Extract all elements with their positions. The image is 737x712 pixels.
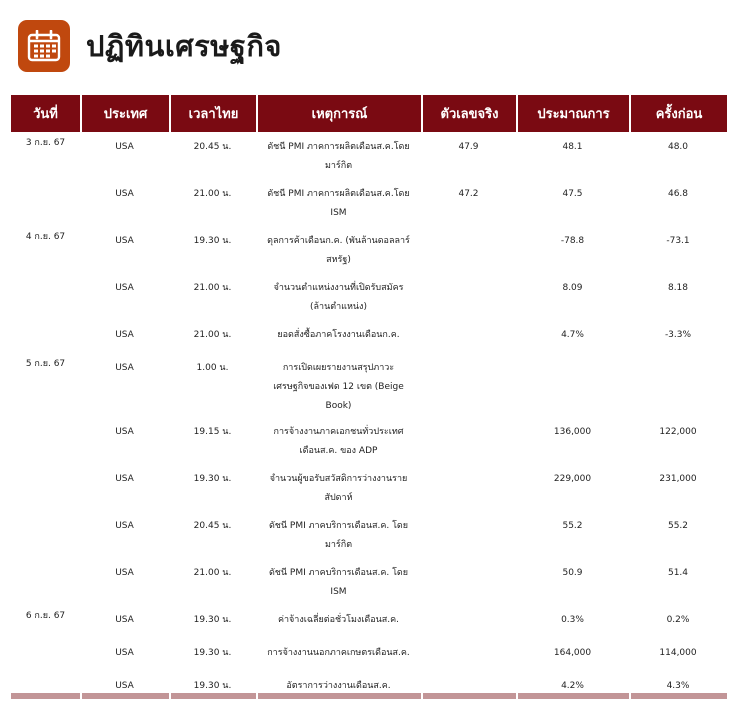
table-cell-event: การเปิดเผยรายงานสรุปภาวะ เศรษฐกิจของเฟด 12 เขต (Beige Book)	[273, 363, 404, 411]
table-cell-country: USA	[115, 474, 134, 484]
table-cell-forecast: 48.1	[562, 142, 583, 152]
table-cell-previous: 114,000	[659, 648, 697, 658]
table-footer-bar	[82, 693, 169, 699]
table-cell-event: ยอดสั่งซื้อภาคโรงงานเดือนก.ค.	[277, 330, 400, 340]
column-header-previous: ครั้งก่อน	[629, 95, 727, 132]
table-cell-previous: 4.3%	[666, 681, 690, 691]
column-header-date: วันที่	[11, 95, 80, 132]
page-header	[18, 16, 282, 76]
table-cell-actual	[421, 417, 516, 464]
table-cell-forecast: 47.5	[562, 189, 583, 199]
table-row	[11, 179, 727, 226]
table-cell-country: USA	[115, 330, 134, 340]
table-cell-previous: 51.4	[667, 568, 689, 578]
table-cell-actual: 47.9	[458, 142, 479, 152]
table-cell-previous	[629, 353, 727, 417]
table-cell-time: 21.00 น.	[193, 568, 232, 578]
table-cell-time: 21.00 น.	[193, 330, 232, 340]
table-cell-time: 19.30 น.	[193, 681, 232, 691]
table-cell-event: ดุลการค้าเดือนก.ค. (พันล้านดอลลาร์ สหรัฐ)	[267, 236, 410, 265]
table-row	[11, 464, 727, 511]
table-cell-date	[11, 558, 80, 605]
table-cell-country: USA	[115, 283, 134, 293]
table-cell-date	[11, 638, 80, 671]
table-cell-time: 21.00 น.	[193, 189, 232, 199]
table-cell-country: USA	[115, 615, 134, 625]
table-cell-forecast: 0.3%	[561, 615, 584, 625]
table-cell-country: USA	[115, 142, 134, 152]
table-footer-bar	[11, 693, 80, 699]
table-cell-event: ดัชนี PMI ภาคบริการเดือนส.ค. โดย มาร์กิต	[268, 521, 409, 550]
table-cell-forecast: 8.09	[562, 283, 583, 293]
table-row	[11, 511, 727, 558]
table-cell-date	[11, 273, 80, 320]
table-cell-previous: 48.0	[667, 142, 689, 152]
table-cell-date: 6 ก.ย. 67	[25, 611, 66, 621]
table-cell-previous: 46.8	[667, 189, 689, 199]
table-cell-time: 19.30 น.	[193, 615, 232, 625]
table-cell-time: 19.30 น.	[193, 648, 232, 658]
table-cell-event: การจ้างงานภาคเอกชนทั่วประเทศ เดือนส.ค. ของ ADP	[273, 427, 404, 456]
table-cell-event: ดัชนี PMI ภาคบริการเดือนส.ค. โดย ISM	[268, 568, 409, 597]
table-cell-country: USA	[115, 521, 134, 531]
table-cell-time: 19.30 น.	[193, 236, 232, 246]
table-cell-previous: -3.3%	[664, 330, 692, 340]
page-title: ปฏิทินเศรษฐกิจ	[86, 29, 282, 63]
table-cell-time: 19.15 น.	[193, 427, 232, 437]
table-row	[11, 417, 727, 464]
table-cell-time: 20.45 น.	[193, 142, 232, 152]
table-cell-actual	[421, 320, 516, 353]
column-header-actual: ตัวเลขจริง	[421, 95, 516, 132]
table-cell-forecast: 4.7%	[561, 330, 584, 340]
table-cell-date	[11, 464, 80, 511]
table-cell-event: ดัชนี PMI ภาคการผลิตเดือนส.ค.โดย ISM	[267, 189, 410, 218]
table-cell-forecast: 55.2	[562, 521, 583, 531]
table-cell-previous: 231,000	[659, 474, 697, 484]
table-cell-time: 20.45 น.	[193, 521, 232, 531]
economic-calendar-table	[11, 95, 727, 704]
table-row	[11, 558, 727, 605]
table-cell-time: 1.00 น.	[196, 363, 229, 373]
table-cell-previous: 122,000	[659, 427, 697, 437]
table-row	[11, 638, 727, 671]
table-cell-time: 19.30 น.	[193, 474, 232, 484]
table-cell-time: 21.00 น.	[193, 283, 232, 293]
table-cell-previous: -73.1	[666, 236, 690, 246]
table-footer-bar	[171, 693, 256, 699]
table-cell-country: USA	[115, 363, 134, 373]
column-header-time: เวลาไทย	[169, 95, 256, 132]
table-cell-country: USA	[115, 681, 134, 691]
table-cell-event: จำนวนตำแหน่งงานที่เปิดรับสมัคร (ล้านตำแหน่ง)	[273, 283, 404, 312]
table-cell-date: 3 ก.ย. 67	[25, 138, 66, 148]
table-cell-country: USA	[115, 236, 134, 246]
table-cell-forecast: 136,000	[553, 427, 592, 437]
table-cell-event: การจ้างงานนอกภาคเกษตรเดือนส.ค.	[267, 648, 410, 658]
table-cell-date: 5 ก.ย. 67	[25, 359, 66, 369]
table-row	[11, 273, 727, 320]
table-cell-date	[11, 671, 80, 704]
table-cell-previous: 8.18	[667, 283, 689, 293]
table-row	[11, 132, 727, 179]
table-row	[11, 226, 727, 273]
table-cell-actual	[421, 638, 516, 671]
table-cell-country: USA	[115, 568, 134, 578]
table-cell-actual	[421, 558, 516, 605]
table-cell-country: USA	[115, 648, 134, 658]
table-cell-event: ค่าจ้างเฉลี่ยต่อชั่วโมงเดือนส.ค.	[277, 615, 400, 625]
table-cell-event: อัตราการว่างงานเดือนส.ค.	[286, 681, 391, 691]
table-cell-country: USA	[115, 427, 134, 437]
table-cell-forecast	[516, 353, 629, 417]
table-cell-actual	[421, 226, 516, 273]
table-cell-actual	[421, 511, 516, 558]
table-cell-date: 4 ก.ย. 67	[25, 232, 66, 242]
table-cell-actual	[421, 353, 516, 417]
table-footer-bar	[258, 693, 421, 699]
table-cell-actual	[421, 605, 516, 638]
table-cell-date	[11, 511, 80, 558]
table-cell-actual	[421, 671, 516, 704]
table-cell-forecast: 164,000	[553, 648, 592, 658]
column-header-forecast: ประมาณการ	[516, 95, 629, 132]
column-header-country: ประเทศ	[80, 95, 169, 132]
column-header-event: เหตุการณ์	[256, 95, 421, 132]
table-footer-bar	[423, 693, 516, 699]
table-cell-forecast: 50.9	[562, 568, 583, 578]
table-row	[11, 671, 727, 704]
table-cell-forecast: -78.8	[560, 236, 585, 246]
table-cell-actual	[421, 464, 516, 511]
table-cell-event: ดัชนี PMI ภาคการผลิตเดือนส.ค.โดย มาร์กิต	[267, 142, 410, 171]
table-row	[11, 320, 727, 353]
table-footer-bar	[518, 693, 629, 699]
calendar-icon	[18, 20, 70, 72]
table-cell-actual	[421, 273, 516, 320]
table-footer-bar	[631, 693, 727, 699]
table-row	[11, 605, 727, 638]
table-cell-date	[11, 417, 80, 464]
table-cell-previous: 0.2%	[666, 615, 690, 625]
table-header-row	[11, 95, 727, 132]
table-row	[11, 353, 727, 417]
table-cell-country: USA	[115, 189, 134, 199]
table-cell-event: จำนวนผู้ขอรับสวัสดิการว่างงานราย สัปดาห์	[269, 474, 408, 503]
table-cell-actual: 47.2	[458, 189, 479, 199]
table-cell-date	[11, 179, 80, 226]
table-cell-forecast: 229,000	[553, 474, 592, 484]
table-cell-date	[11, 320, 80, 353]
table-cell-forecast: 4.2%	[561, 681, 584, 691]
table-cell-previous: 55.2	[667, 521, 689, 531]
